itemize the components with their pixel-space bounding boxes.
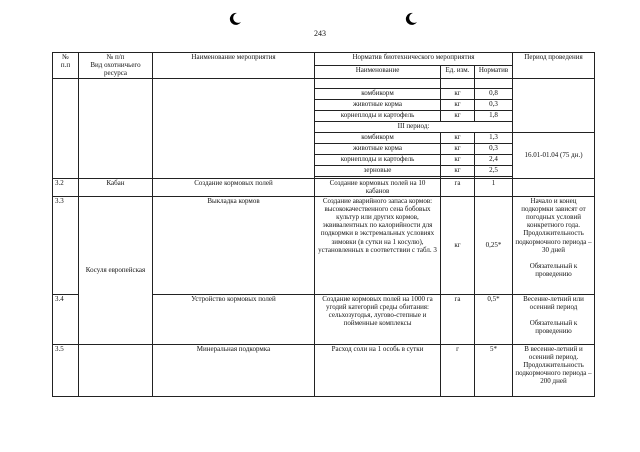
crescent-moon-icon — [228, 12, 242, 26]
biotech-measures-table — [52, 52, 595, 397]
table-row: 3.2 Кабан Создание кормовых полей Создание кормовых полей на 10 кабанов га 1 — [53, 178, 595, 196]
period-dates: 16.01-01.04 (75 дн.) — [513, 132, 595, 178]
table-row: животные корма кг 0,3 — [53, 99, 595, 110]
header-period: Период проведения — [513, 53, 595, 79]
header-unit: Ед. изм. — [441, 65, 475, 78]
crescent-moon-icon — [404, 12, 418, 26]
table-row: 3.4 Устройство кормовых полей Создание кормовых полей на 1000 га угодий категорий среды обитания: сельхозугодья, лугово-степные и пойменные комплексы га 0,5* Весенне-летний или осенний период Обязательный к проведению — [53, 294, 595, 344]
header-resource: № п/п Вид охотничьего ресурса — [79, 53, 153, 79]
table-row: комбикорм кг 1,3 16.01-01.04 (75 дн.) — [53, 132, 595, 143]
table-row: комбикорм кг 0,8 — [53, 88, 595, 99]
header-measure: Наименование мероприятия — [153, 53, 315, 79]
table-row: 3.5 Минеральная подкормка Расход соли на 1 особь в сутки г 5* В весенне-летний и осенний период. Продолжительность подкормочного периода – 200 дней — [53, 344, 595, 396]
cell-period-cont — [513, 78, 595, 132]
header-norm: Норматив — [475, 65, 513, 78]
page-number: 243 — [314, 29, 326, 38]
table-row: корнеплоды и картофель кг 1,8 — [53, 110, 595, 121]
resource-boar: Кабан — [79, 178, 153, 196]
resource-roe-deer: Косуля европейская — [79, 196, 153, 344]
cell-resource-cont — [79, 78, 153, 178]
table-row: зерновые кг 2,5 — [53, 165, 595, 176]
cell-num-cont — [53, 78, 79, 178]
table-row: корнеплоды и картофель кг 2,4 — [53, 154, 595, 165]
header-norm-name: Наименование — [315, 65, 441, 78]
table-row: 3.3 Косуля европейская Выкладка кормов Создание аварийного запаса кормов: высококачественного сена бобовых культур или других кормов, эквивалентных по калорийности для подкормки в экстремальных условиях зимовки (в сутки на 1 косулю), установленных в соответствии с табл. 3 кг 0,25* Начало и конец подкормки зависят от погодных условий конкретного года. Продолжительность подкормочного периода – 30 дней Обязательный к проведению — [53, 196, 595, 294]
cell-measure-cont — [153, 78, 315, 178]
table-row: животные корма кг 0,3 — [53, 143, 595, 154]
header-norm-group: Норматив биотехнического мероприятия — [315, 53, 513, 66]
period-heading: III период: — [315, 121, 513, 132]
header-num: № п.п — [53, 53, 79, 79]
